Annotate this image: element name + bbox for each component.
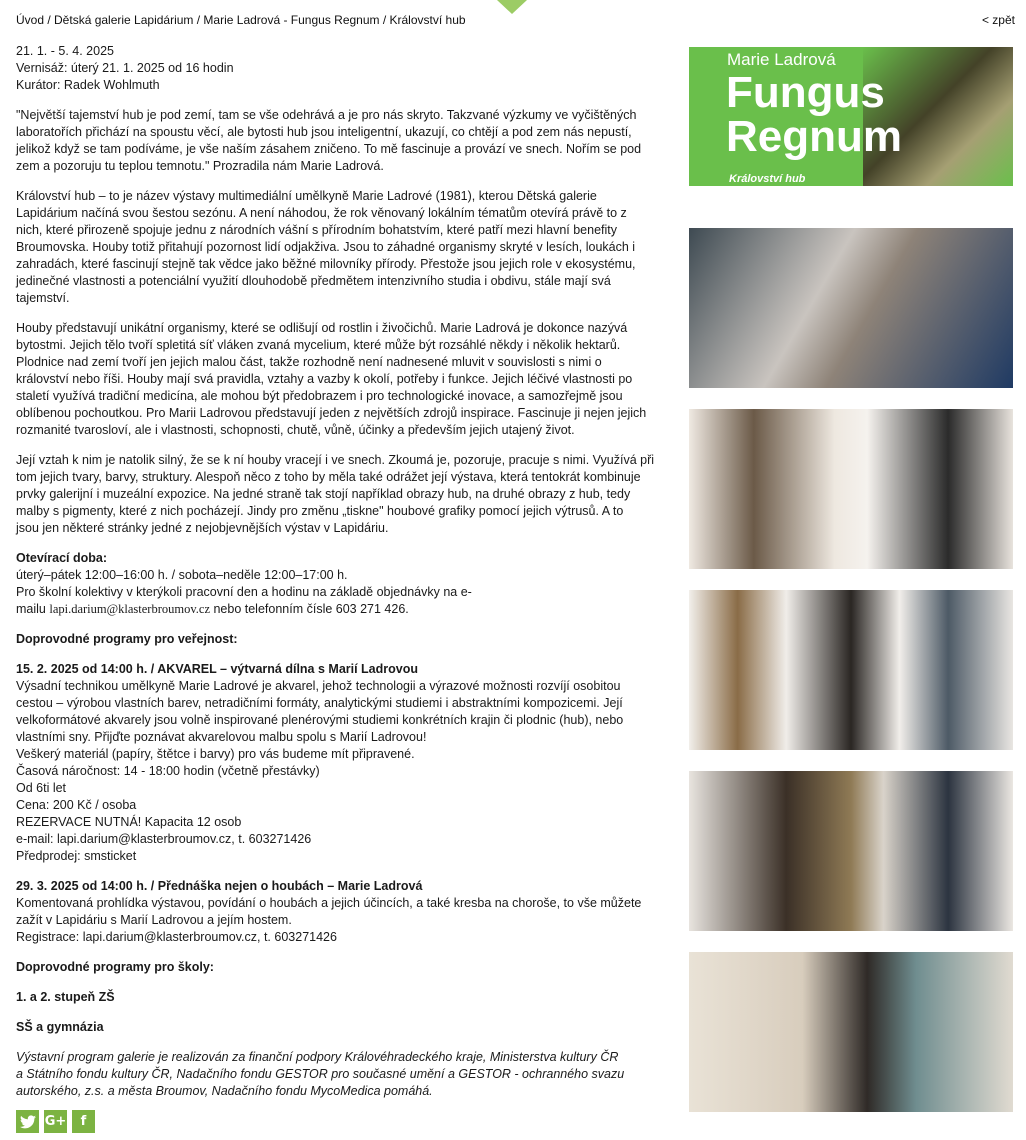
text-line: Veškerý materiál (papíry, štětce i barvy) pro vás budeme mít připravené. bbox=[16, 747, 415, 761]
text-line: cestou – výrobou vlastních barev, netradičními formáty, analytickými studiemi i abstraktními kompozicemi. Její bbox=[16, 696, 623, 710]
school-contact-line bbox=[16, 601, 664, 618]
text-line: e-mail: lapi.darium@klasterbroumov.cz, t. 603271426 bbox=[16, 832, 312, 846]
vernissage: Vernisáž: úterý 21. 1. 2025 od 16 hodin bbox=[16, 61, 234, 75]
text-line: REZERVACE NUTNÁ! Kapacita 12 osob bbox=[16, 815, 242, 829]
text-line: jedinečné vlastnosti a potenciální využití dlouhodobě předmětem intenzivního studia i obdivu, stále mají svá bbox=[16, 274, 611, 288]
text-line: zahradách, které fascinují stejně tak vědce jako běžné milovníky přírody. Přestože jsou jejich role v ekosystému, bbox=[16, 257, 636, 271]
opening-hours bbox=[16, 550, 664, 618]
text-line: Předprodej: smsticket bbox=[16, 849, 137, 863]
email-link[interactable]: lapi.darium@klasterbroumov.cz bbox=[49, 602, 210, 616]
gallery-photo[interactable] bbox=[689, 590, 1013, 750]
school-level-primary: 1. a 2. stupeň ZŠ bbox=[16, 990, 115, 1004]
event-title: 15. 2. 2025 od 14:00 h. / AKVAREL – výtvarná dílna s Marií Ladrovou bbox=[16, 662, 418, 676]
text-fragment: nebo telefonním čísle 603 271 426. bbox=[210, 602, 409, 616]
text-line: zažít v Lapidáriu s Marií Ladrovou a jejím hostem. bbox=[16, 913, 292, 927]
exhibition-banner[interactable] bbox=[689, 47, 1013, 186]
text-line: Od 6ti let bbox=[16, 781, 67, 795]
gallery-photo[interactable] bbox=[689, 409, 1013, 569]
text-line: velkoformátové akvarely jsou volně inspirované plenérovými studiemi konkrétních krajin či plodnic (hub), nebo bbox=[16, 713, 624, 727]
text-line: nich, které přirozeně spojuje jednu z národních vášní s přírodním bohatstvím, které patří mezi hlavní benefity bbox=[16, 223, 618, 237]
public-programs-heading: Doprovodné programy pro veřejnost: bbox=[16, 632, 238, 646]
text-line: jelikož když se tam podíváme, je vše naším zásahem zničeno. To mě fascinuje a provází ve snech. Nořím se pod bbox=[16, 142, 642, 156]
back-link[interactable]: < zpět bbox=[981, 13, 1015, 27]
banner-subtitle: Království hub bbox=[729, 173, 806, 185]
curator: Kurátor: Radek Wohlmuth bbox=[16, 78, 160, 92]
facebook-share-button[interactable]: f bbox=[72, 1110, 95, 1133]
text-line: Cena: 200 Kč / osoba bbox=[16, 798, 137, 812]
gallery-photo[interactable] bbox=[689, 952, 1013, 1112]
banner-title-line: Fungus bbox=[726, 68, 885, 117]
text-line: bytostmi. Jejich tělo tvoří spletitá síť vláken zvaná mycelium, které může být rozsáhlé někdy i několik hektarů. bbox=[16, 338, 621, 352]
opening-heading: Otevírací doba: bbox=[16, 551, 107, 565]
funding-note bbox=[16, 1049, 664, 1100]
text-line: oblíbenou pochoutkou. Pro Marii Ladrovou představují jeden z největších zdrojů inspirace. Fascinuje ji nejen jejich bbox=[16, 406, 647, 420]
twitter-share-button[interactable] bbox=[16, 1110, 39, 1133]
text-line: Houby představují unikátní organismy, které se odlišují od rostlin i živočichů. Marie Ladrová je dokonce nazývá bbox=[16, 321, 628, 335]
breadcrumb[interactable]: Úvod / Dětská galerie Lapidárium / Marie Ladrová - Fungus Regnum / Království hub bbox=[16, 13, 466, 27]
text-line: laboratořích přichází na spoustu věcí, ale bytosti hub jsou inteligentní, ukazují, co chtějí a pod zem nás nepustí, bbox=[16, 125, 632, 139]
banner-title bbox=[726, 68, 902, 161]
exhibition-dates: 21. 1. - 5. 4. 2025 bbox=[16, 44, 114, 58]
text-line: Broumovska. Houby totiž přitahují pozornost lidí odjakživa. Jsou to záhadné organismy skryté v lesích, loukách i bbox=[16, 240, 636, 254]
gallery-photo[interactable] bbox=[689, 228, 1013, 388]
fungi-paragraph bbox=[16, 320, 664, 439]
opening-times: úterý–pátek 12:00–16:00 h. / sobota–neděle 12:00–17:00 h. bbox=[16, 568, 348, 582]
intro-paragraph bbox=[16, 188, 664, 307]
text-line: rozmanité tvarosloví, ale i vlastnosti, schopnosti, chutě, vůně, účinky a především jejich utajený život. bbox=[16, 423, 575, 437]
text-line: Království hub – to je název výstavy multimediální umělkyně Marie Ladrové (1981), kterou Dětská galerie bbox=[16, 189, 597, 203]
text-line: prvky galerijní i muzeální expozice. Na jedné straně tak stojí například obrazy hub, na druhé obrazy z hub, tedy bbox=[16, 487, 631, 501]
text-line: a Státního fondu kultury ČR, Nadačního fondu GESTOR pro současné umění a GESTOR - ochranného svazu bbox=[16, 1067, 625, 1081]
event-lecture bbox=[16, 878, 664, 946]
text-line: Výsadní technikou umělkyně Marie Ladrové je akvarel, jehož technologii a výrazové možnosti rozvíjí osobitou bbox=[16, 679, 621, 693]
text-line: Plodnice nad zemí tvoří jen jejich malou část, takže rozhodně není nadnesené mluvit v souvislosti s nimi o bbox=[16, 355, 602, 369]
quote-paragraph bbox=[16, 107, 664, 175]
text-line: Lapidárium načíná svou šestou sezónu. A není náhodou, že rok věnovaný lokálním tématům otevírá právě to z bbox=[16, 206, 627, 220]
exhibition-info bbox=[16, 43, 664, 94]
text-line: "Největší tajemství hub je pod zemí, tam se vše odehrává a je pro nás skryto. Takzvané výzkumy ve vyčištěných bbox=[16, 108, 637, 122]
googleplus-share-button[interactable]: G+ bbox=[44, 1110, 67, 1133]
article-content bbox=[16, 43, 664, 1113]
text-line: království nebo říši. Houby mají svá pravidla, vztahy a vazby k okolí, potřeby i funkce. Jejich léčivé vlastnosti po bbox=[16, 372, 633, 386]
text-line: Výstavní program galerie je realizován za finanční podpory Královéhradeckého kraje, Ministerstva kultury ČR bbox=[16, 1050, 619, 1064]
event-akvarel bbox=[16, 661, 664, 865]
banner-author: Marie Ladrová bbox=[727, 50, 836, 69]
school-programs-heading: Doprovodné programy pro školy: bbox=[16, 960, 214, 974]
text-line: tom jejich tvary, barvy, struktury. Alespoň něco z toho by měla také odrážet její výstava, která tentokrát kombinuje bbox=[16, 470, 641, 484]
event-title: 29. 3. 2025 od 14:00 h. / Přednáška nejen o houbách – Marie Ladrová bbox=[16, 879, 423, 893]
text-line: staletí využívá tradiční medicína, ale mohou být předobrazem i pro technologické inovace, a samozřejmě jsou bbox=[16, 389, 623, 403]
text-line: Její vztah k nim je natolik silný, že se k ní houby vracejí i ve snech. Zkoumá je, pozoruje, pracuje s nimi. Využívá při bbox=[16, 453, 655, 467]
text-line: Komentovaná prohlídka výstavou, povídání o houbách a jejich účincích, a také kresba na choroše, to vše můžete bbox=[16, 896, 642, 910]
school-level-secondary: SŠ a gymnázia bbox=[16, 1020, 104, 1034]
text-line: tajemství. bbox=[16, 291, 70, 305]
text-line: Časová náročnost: 14 - 18:00 hodin (včetně přestávky) bbox=[16, 764, 320, 778]
school-groups-line: Pro školní kolektivy v kterýkoli pracovní den a hodinu na základě objednávky na e- bbox=[16, 585, 472, 599]
text-line: Registrace: lapi.darium@klasterbroumov.cz, t. 603271426 bbox=[16, 930, 337, 944]
banner-title-line: Regnum bbox=[726, 112, 902, 161]
text-line: vlastními sny. Přijďte poznávat akvarelovou malbu spolu s Marií Ladrovou! bbox=[16, 730, 427, 744]
text-line: zem a pozoruju tu teplou temnotu." Prozradila nám Marie Ladrová. bbox=[16, 159, 384, 173]
relationship-paragraph bbox=[16, 452, 664, 537]
social-share-bar bbox=[16, 1110, 95, 1133]
gallery-photo[interactable] bbox=[689, 771, 1013, 931]
text-line: malby s pigmenty, které z nich pocházejí. Jindy pro změnu „tiskne" houbové grafiky pomocí jejich výtrusů. A to bbox=[16, 504, 624, 518]
twitter-icon bbox=[20, 1115, 36, 1129]
top-notch-marker bbox=[497, 0, 527, 14]
text-line: autorského, z.s. a města Broumov, Nadačního fondu MycoMedica pomáhá. bbox=[16, 1084, 433, 1098]
image-gallery bbox=[689, 47, 1013, 1133]
text-fragment: mailu bbox=[16, 602, 50, 616]
text-line: jsou jen některé stránky jedné z nejobjevnějších výstav v Lapidáriu. bbox=[16, 521, 389, 535]
